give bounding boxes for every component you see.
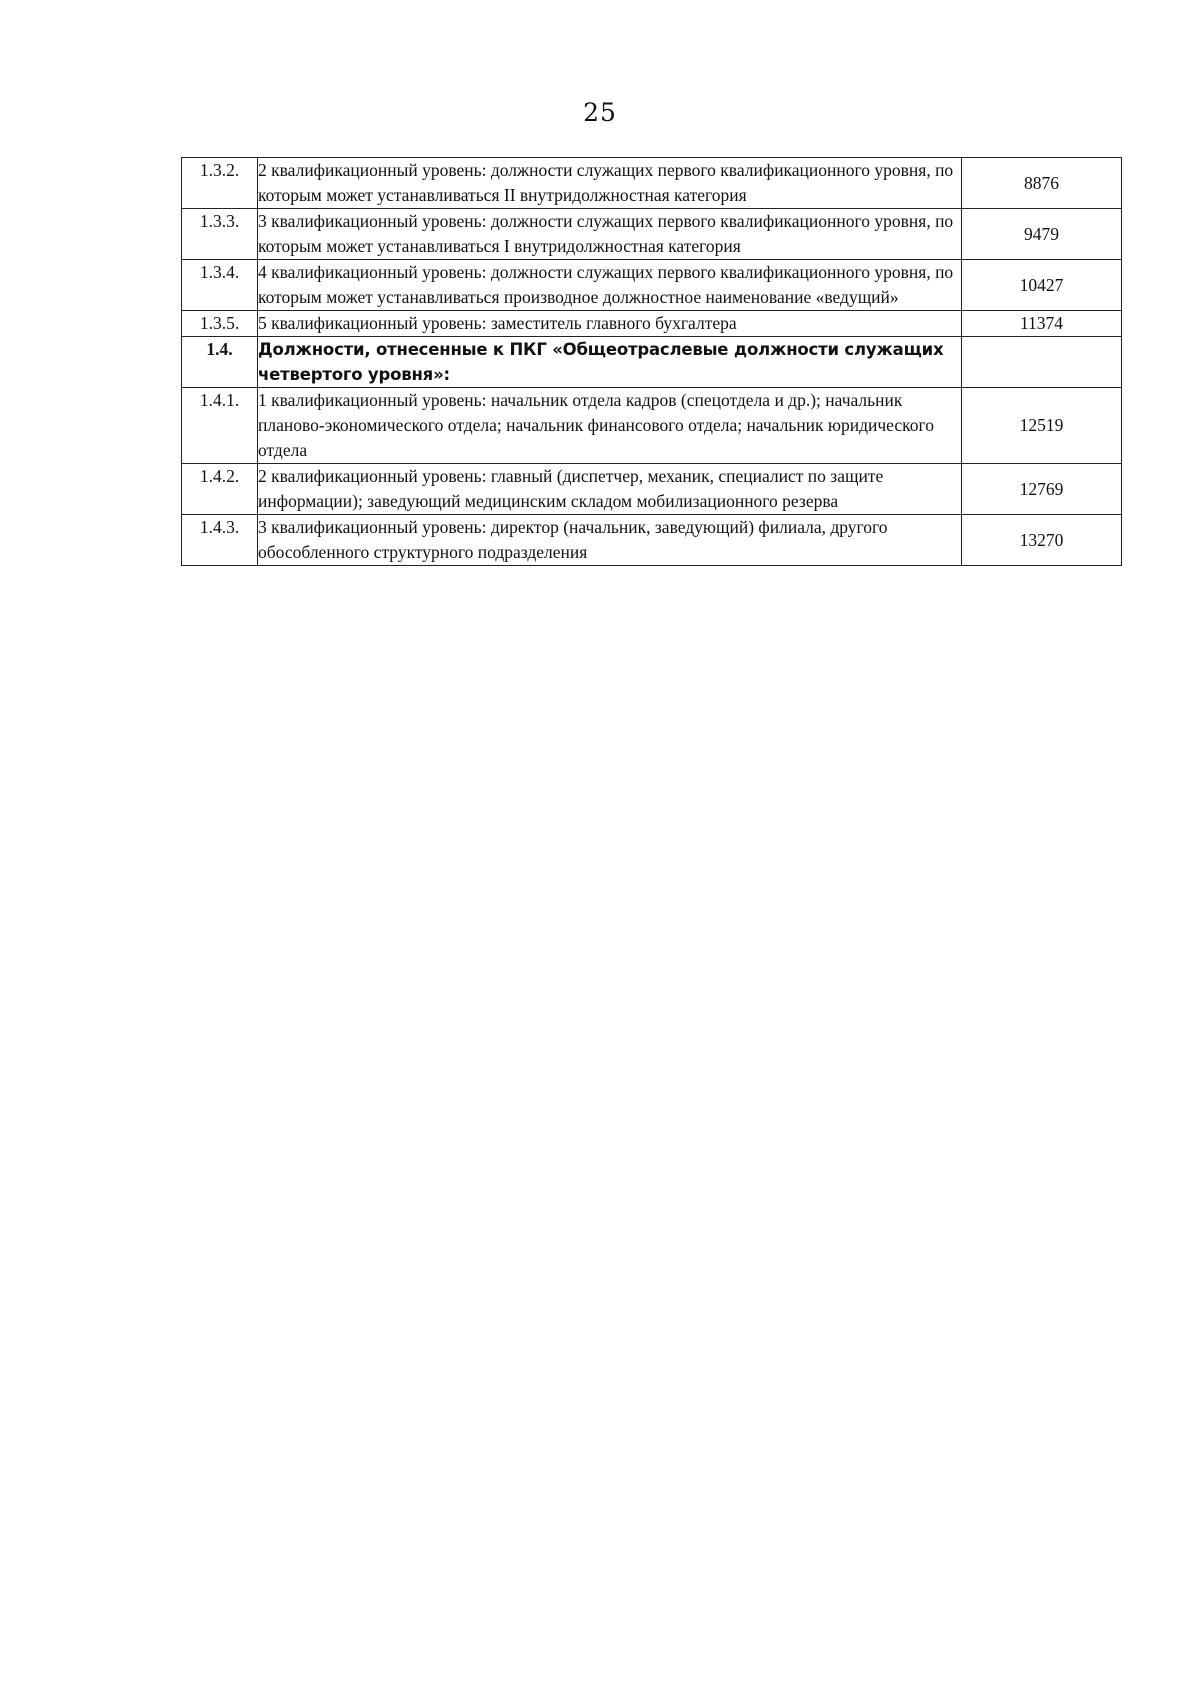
row-description: 2 квалификационный уровень: главный (диспетчер, механик, специалист по защите информации); заведующий медицинским складом мобилизационного резерва [258, 464, 962, 515]
section-row [182, 337, 1122, 388]
row-number: 1.3.3. [182, 209, 258, 260]
row-description: 3 квалификационный уровень: должности служащих первого квалификационного уровня, по которым может устанавливаться I внутридолжностная категория [258, 209, 962, 260]
table-row [182, 464, 1122, 515]
section-salary [962, 337, 1122, 388]
row-description: 3 квалификационный уровень: директор (начальник, заведующий) филиала, другого обособленного структурного подразделения [258, 515, 962, 566]
table-row [182, 388, 1122, 464]
table-row [182, 158, 1122, 209]
row-description: 1 квалификационный уровень: начальник отдела кадров (спецотдела и др.); начальник планово-экономического отдела; начальник финансового отдела; начальник юридического отдела [258, 388, 962, 464]
table-row [182, 209, 1122, 260]
row-number: 1.3.2. [182, 158, 258, 209]
row-salary: 11374 [962, 311, 1122, 337]
table-row [182, 311, 1122, 337]
row-salary: 9479 [962, 209, 1122, 260]
section-title: Должности, отнесенные к ПКГ «Общеотраслевые должности служащих четвертого уровня»: [258, 337, 962, 388]
row-salary: 13270 [962, 515, 1122, 566]
row-description: 4 квалификационный уровень: должности служащих первого квалификационного уровня, по которым может устанавливаться производное должностное наименование «ведущий» [258, 260, 962, 311]
row-number: 1.4.3. [182, 515, 258, 566]
table-row [182, 515, 1122, 566]
row-description: 5 квалификационный уровень: заместитель главного бухгалтера [258, 311, 962, 337]
row-salary: 8876 [962, 158, 1122, 209]
row-salary: 12519 [962, 388, 1122, 464]
row-number: 1.3.5. [182, 311, 258, 337]
page-number: 25 [583, 98, 617, 127]
table-row [182, 260, 1122, 311]
row-number: 1.4.1. [182, 388, 258, 464]
section-number: 1.4. [182, 337, 258, 388]
row-salary: 12769 [962, 464, 1122, 515]
salary-table [181, 157, 1122, 566]
row-salary: 10427 [962, 260, 1122, 311]
row-description: 2 квалификационный уровень: должности служащих первого квалификационного уровня, по которым может устанавливаться II внутридолжностная категория [258, 158, 962, 209]
row-number: 1.3.4. [182, 260, 258, 311]
row-number: 1.4.2. [182, 464, 258, 515]
